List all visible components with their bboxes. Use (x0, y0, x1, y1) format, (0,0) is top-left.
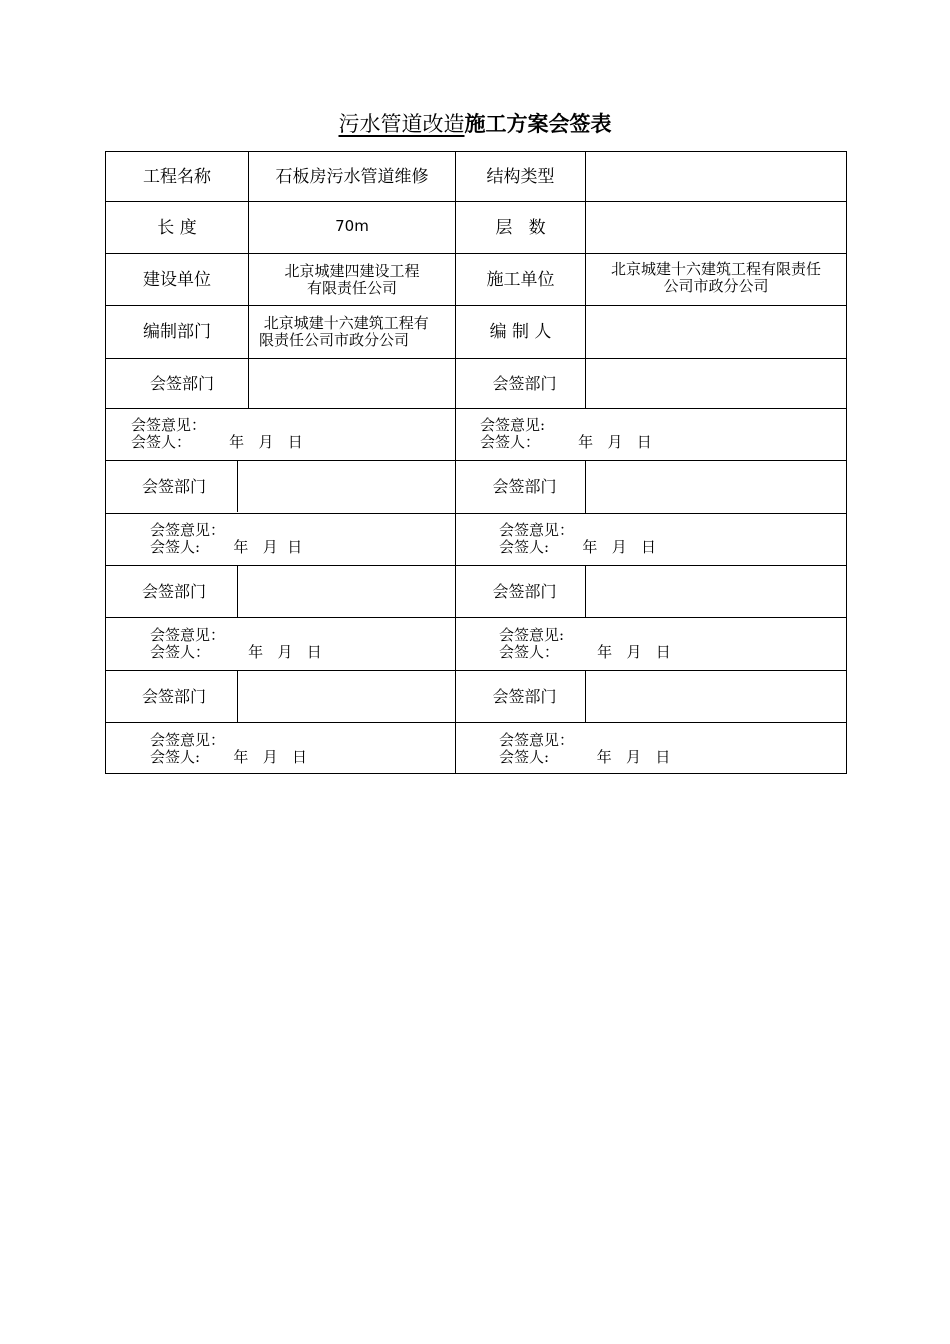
signoff-4-left-opinion: 会签意见： (150, 731, 226, 749)
signoff-2-left-signer: 会签人: 年 月 日 (150, 538, 303, 556)
signoff-4-right-opinion: 会签意见： (499, 731, 575, 749)
signoff-2-right-dept-value (586, 461, 846, 513)
signoff-3-left-signer: 会签人： 年 月 日 (150, 643, 322, 661)
signoff-2-left-dept-value (238, 461, 455, 513)
builder-value-line1: 北京城建四建设工程 (284, 261, 420, 280)
author-value (586, 306, 846, 358)
length-value: 70m (335, 217, 369, 235)
signoff-4-left-signer: 会签人: 年 月 日 (150, 748, 308, 766)
signoff-1-left-dept-value (249, 359, 455, 408)
structure-type-value (586, 152, 846, 201)
floors-label: 层 数 (495, 217, 546, 238)
signoff-1-left-dept-label: 会签部门 (149, 373, 214, 393)
signoff-3-left-dept-value (238, 566, 455, 617)
signoff-4-right-dept-label: 会签部门 (492, 686, 557, 706)
dept-value (249, 306, 455, 358)
length-label: 长 度 (157, 217, 197, 238)
builder-value-line2: 有限责任公司 (306, 278, 397, 297)
signoff-3-left-dept-label: 会签部门 (141, 581, 206, 601)
project-name-label: 工程名称 (143, 166, 211, 187)
signoff-2-right-dept-label: 会签部门 (492, 477, 557, 496)
dept-label: 编制部门 (143, 322, 211, 342)
signoff-1-right-dept-value (586, 359, 846, 408)
signoff-2-left-opinion: 会签意见： (150, 521, 226, 539)
builder-label: 建设单位 (143, 269, 211, 290)
signoff-1-left-opinion: 会签意见： (131, 416, 207, 434)
contractor-value-line1: 北京城建十六建筑工程有限责任 (610, 260, 821, 278)
structure-type-label: 结构类型 (486, 166, 555, 187)
signoff-4-left-dept-value (238, 671, 455, 722)
signoff-1-right-opinion: 会签意见: (480, 416, 546, 434)
floors-value (586, 202, 846, 253)
title-underlined-part: 污水管道改造 (338, 112, 465, 136)
signoff-3-left-opinion: 会签意见： (150, 626, 226, 644)
signoff-4-right-signer: 会签人: 年 月 日 (499, 748, 671, 766)
signoff-3-right-opinion: 会签意见: (499, 626, 565, 644)
signoff-3-right-dept-label: 会签部门 (492, 581, 557, 601)
contractor-value (586, 254, 846, 305)
title-bold-part: 施工方案会签表 (464, 111, 612, 136)
signoff-2-right-signer: 会签人: 年 月 日 (499, 538, 657, 556)
project-name-value: 石板房污水管道维修 (275, 166, 429, 187)
dept-value-line2: 限责任公司市政分公司 (259, 331, 410, 349)
signoff-1-left-signer: 会签人： 年 月 日 (131, 433, 303, 451)
signoff-2-right-opinion: 会签意见： (499, 521, 575, 539)
signoff-1-right-signer: 会签人： 年 月 日 (480, 433, 652, 451)
author-label: 编 制 人 (489, 322, 552, 342)
signoff-2-left-dept-label: 会签部门 (141, 477, 206, 496)
document-title (0, 108, 950, 140)
builder-value (249, 254, 455, 305)
signoff-1-right-dept-label: 会签部门 (492, 373, 557, 393)
signoff-4-left-dept-label: 会签部门 (141, 686, 206, 706)
signoff-3-right-dept-value (586, 566, 846, 617)
signoff-4-right-dept-value (586, 671, 846, 722)
contractor-value-line2: 公司市政分公司 (663, 277, 769, 295)
contractor-label: 施工单位 (486, 269, 555, 290)
dept-value-line1: 北京城建十六建筑工程有 (259, 314, 429, 332)
signoff-table (105, 151, 847, 774)
signoff-3-right-signer: 会签人： 年 月 日 (499, 643, 671, 661)
